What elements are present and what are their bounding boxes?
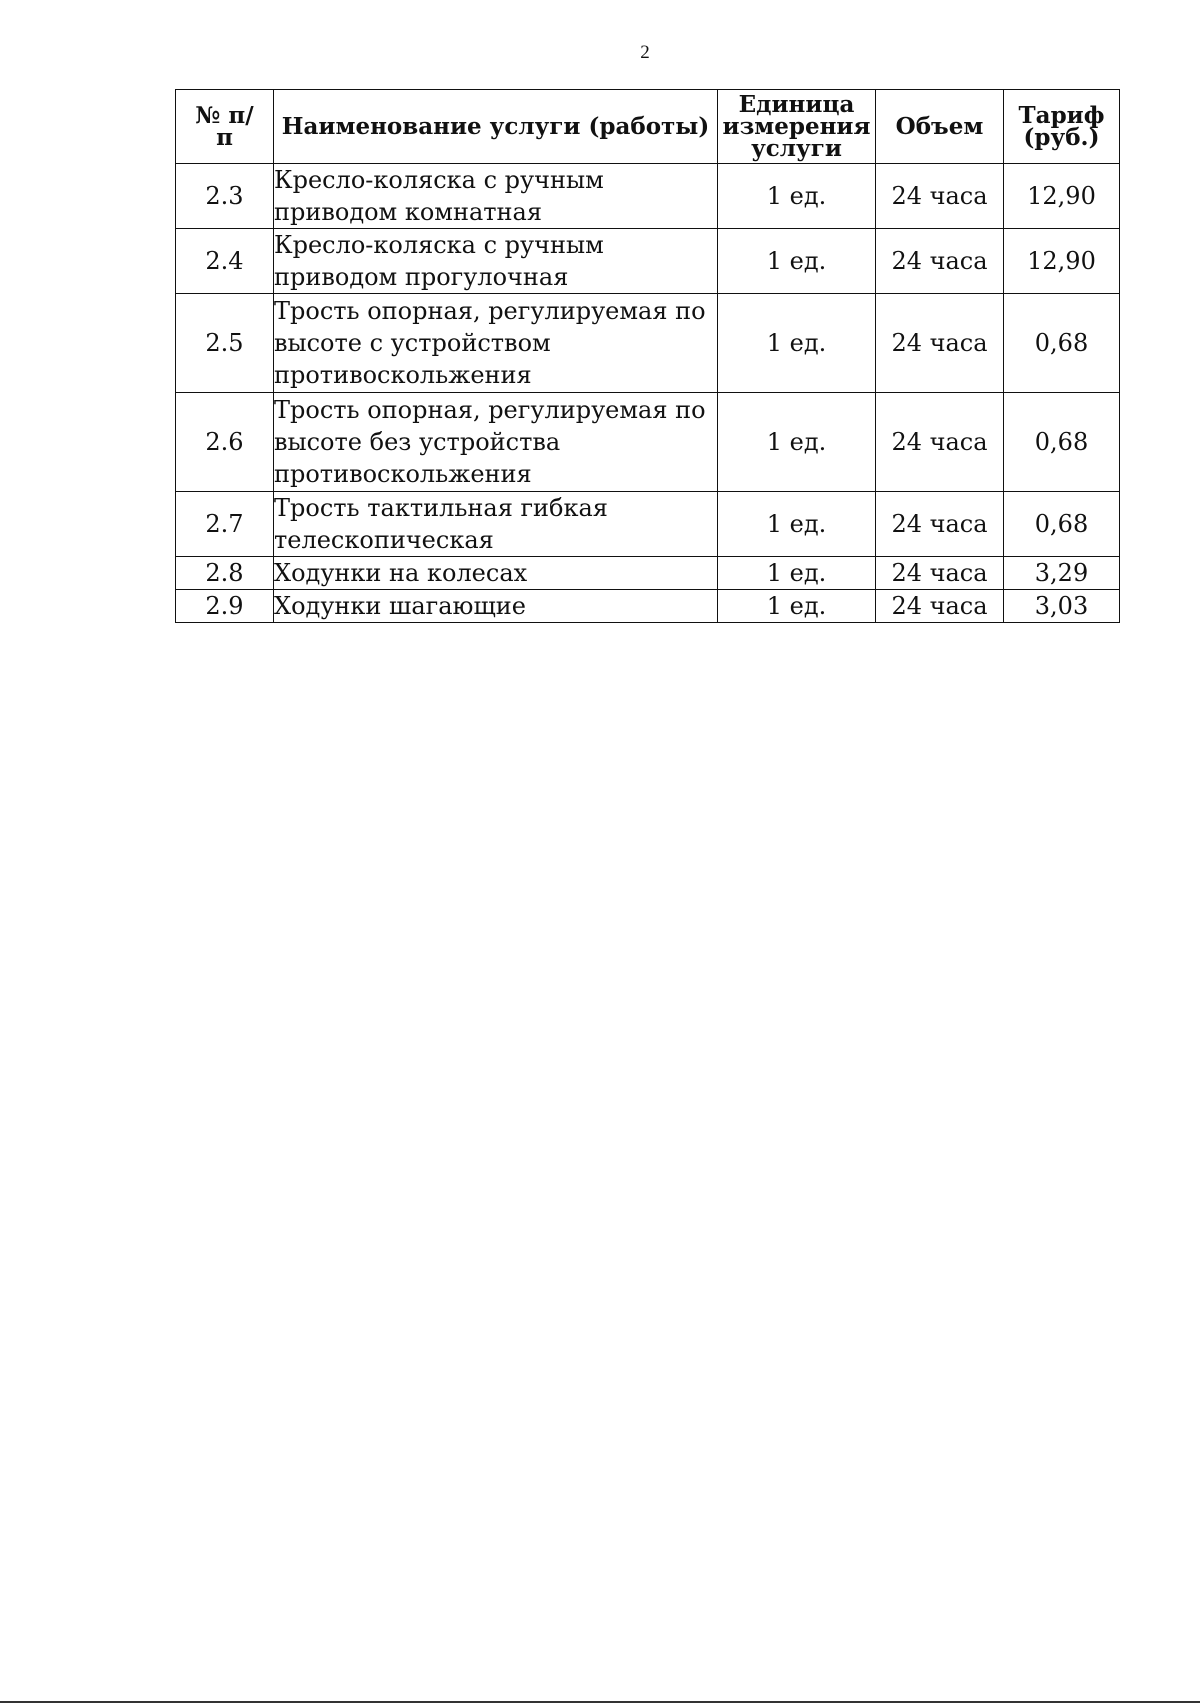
page-bottom-rule bbox=[0, 1701, 1200, 1703]
row-num: 2.6 bbox=[176, 393, 274, 492]
row-num: 2.7 bbox=[176, 492, 274, 557]
row-unit: 1 ед. bbox=[718, 393, 876, 492]
row-volume: 24 часа bbox=[876, 164, 1004, 229]
row-name: Трость опорная, регулируемая по высоте с устройством противоскольжения bbox=[274, 294, 718, 393]
table-row bbox=[176, 229, 1120, 294]
tariff-table bbox=[175, 89, 1120, 623]
row-name: Кресло-коляска с ручным приводом прогулочная bbox=[274, 229, 718, 294]
row-tariff: 3,03 bbox=[1004, 590, 1120, 623]
row-num: 2.9 bbox=[176, 590, 274, 623]
row-unit: 1 ед. bbox=[718, 229, 876, 294]
page-number: 2 bbox=[640, 42, 650, 63]
row-tariff: 0,68 bbox=[1004, 294, 1120, 393]
table-header-row bbox=[176, 90, 1120, 164]
row-num: 2.8 bbox=[176, 557, 274, 590]
row-num: 2.3 bbox=[176, 164, 274, 229]
row-num: 2.4 bbox=[176, 229, 274, 294]
row-unit: 1 ед. bbox=[718, 590, 876, 623]
table-row bbox=[176, 492, 1120, 557]
row-tariff: 12,90 bbox=[1004, 229, 1120, 294]
table-row bbox=[176, 294, 1120, 393]
row-volume: 24 часа bbox=[876, 294, 1004, 393]
row-name: Трость опорная, регулируемая по высоте без устройства противоскольжения bbox=[274, 393, 718, 492]
row-unit: 1 ед. bbox=[718, 492, 876, 557]
table-row bbox=[176, 590, 1120, 623]
header-num: № п/п bbox=[176, 90, 274, 164]
table-row bbox=[176, 557, 1120, 590]
row-tariff: 0,68 bbox=[1004, 492, 1120, 557]
row-name: Кресло-коляска с ручным приводом комнатная bbox=[274, 164, 718, 229]
row-volume: 24 часа bbox=[876, 229, 1004, 294]
row-name: Ходунки на колесах bbox=[274, 557, 718, 590]
row-unit: 1 ед. bbox=[718, 294, 876, 393]
row-tariff: 0,68 bbox=[1004, 393, 1120, 492]
row-volume: 24 часа bbox=[876, 393, 1004, 492]
row-volume: 24 часа bbox=[876, 590, 1004, 623]
table-row bbox=[176, 393, 1120, 492]
row-name: Ходунки шагающие bbox=[274, 590, 718, 623]
row-num: 2.5 bbox=[176, 294, 274, 393]
header-unit: Единица измерения услуги bbox=[718, 90, 876, 164]
row-tariff: 3,29 bbox=[1004, 557, 1120, 590]
row-unit: 1 ед. bbox=[718, 557, 876, 590]
header-volume: Объем bbox=[876, 90, 1004, 164]
row-volume: 24 часа bbox=[876, 557, 1004, 590]
row-tariff: 12,90 bbox=[1004, 164, 1120, 229]
header-tariff: Тариф (руб.) bbox=[1004, 90, 1120, 164]
row-name: Трость тактильная гибкая телескопическая bbox=[274, 492, 718, 557]
row-volume: 24 часа bbox=[876, 492, 1004, 557]
header-name: Наименование услуги (работы) bbox=[274, 90, 718, 164]
row-unit: 1 ед. bbox=[718, 164, 876, 229]
table-row bbox=[176, 164, 1120, 229]
